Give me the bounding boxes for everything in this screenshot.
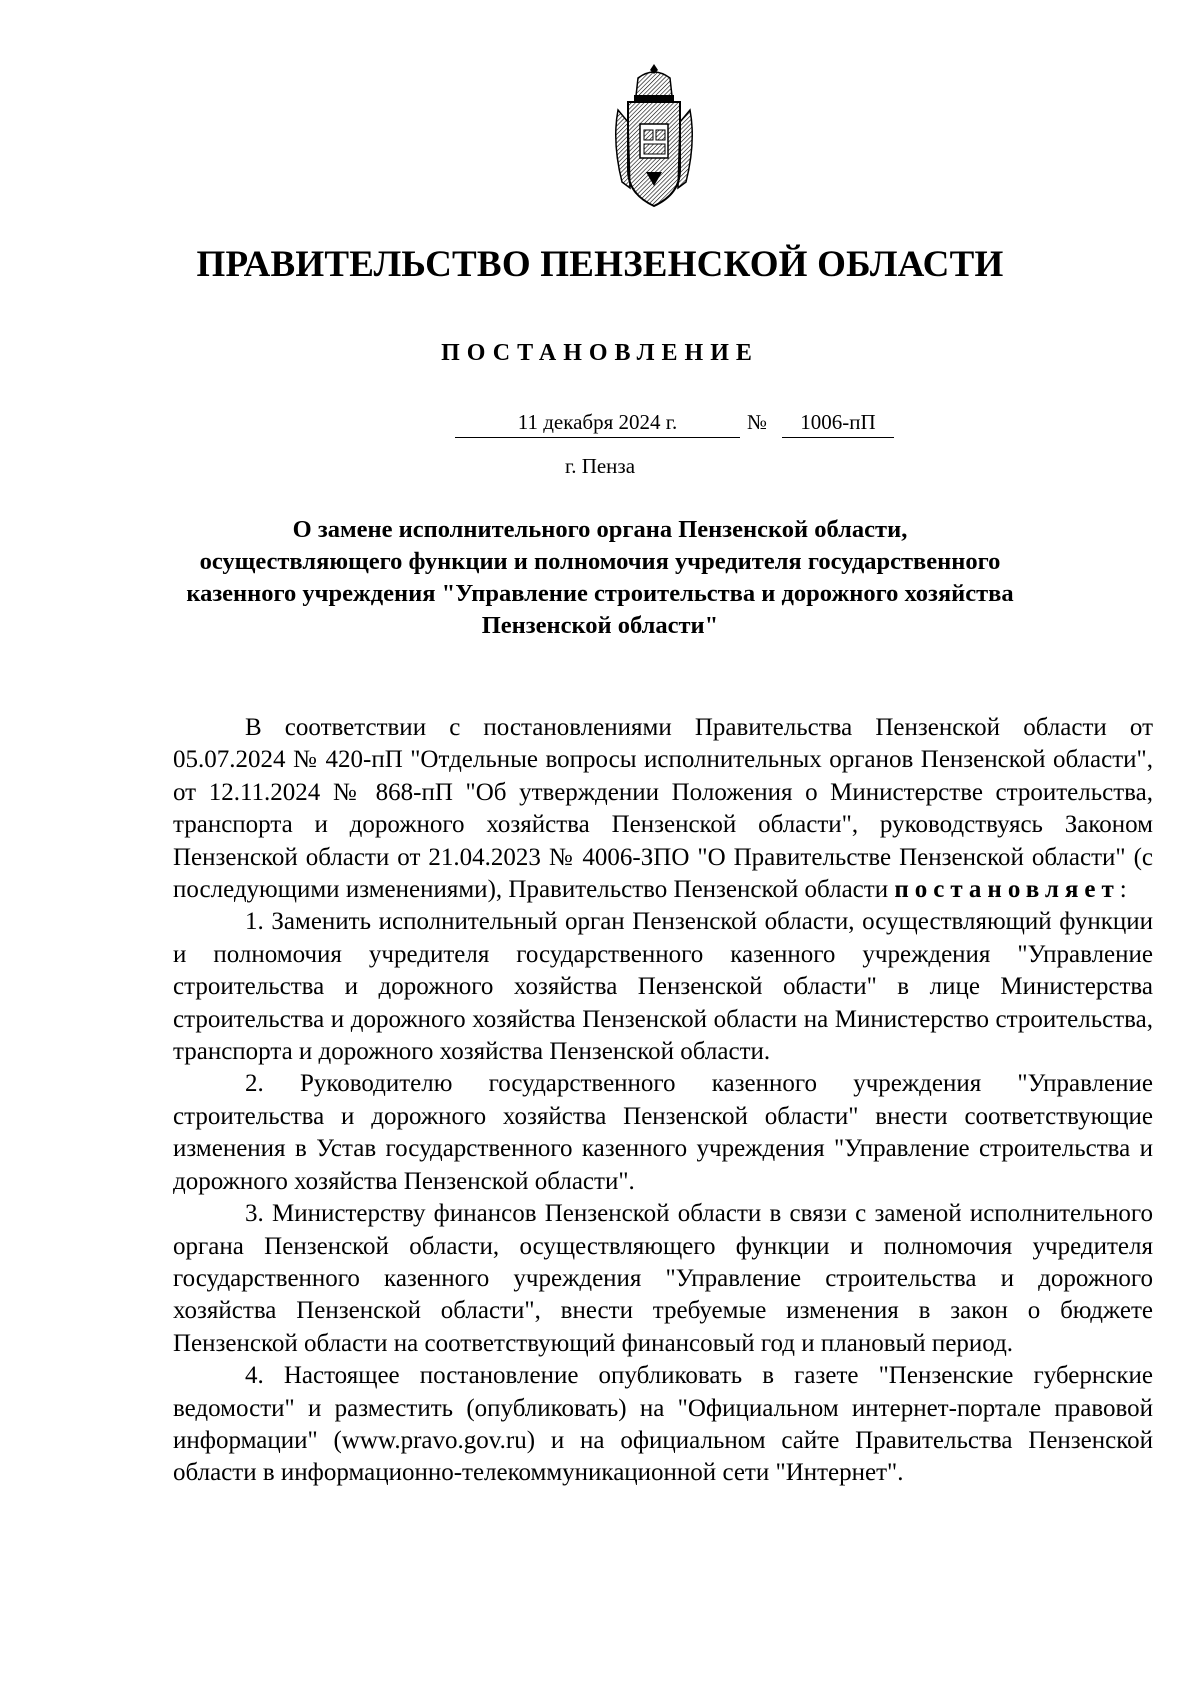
list-item: 3. Министерству финансов Пензенской области в связи с заменой исполнительного органа Пензенской области, осуществляющего функции и полномочия учредителя государственного казенного учреждения "Управление строительства и дорожного хозяйства Пензенской области", внести требуемые изменения в закон о бюджете Пензенской области на соответствующий финансовый год и плановый период.: [173, 1200, 1153, 1357]
coat-of-arms-icon: [608, 62, 700, 212]
city: г. Пенза: [564, 454, 636, 478]
decree-verb: постановляет: [894, 876, 1120, 904]
list-item: 2. Руководителю государственного казенного учреждения "Управление строительства и дорожного хозяйства Пензенской области" внести соответствующие изменения в Устав государственного казенного учреждения "Управление строительства и дорожного хозяйства Пензенской области".: [173, 1070, 1153, 1195]
government-title: ПРАВИТЕЛЬСТВО ПЕНЗЕНСКОЙ ОБЛАСТИ: [196, 244, 1004, 285]
title-line: казенного учреждения "Управление строительства и дорожного хозяйства: [186, 580, 1014, 607]
title-line: О замене исполнительного органа Пензенской области,: [292, 516, 908, 543]
preamble-colon: :: [1119, 876, 1127, 904]
date-number-line: [0, 410, 1200, 444]
title-line: Пензенской области": [481, 612, 719, 639]
number-sign: №: [747, 410, 768, 434]
title-line: осуществляющего функции и полномочия учредителя государственного: [199, 548, 1001, 575]
decree-number: 1006-пП: [782, 410, 894, 438]
list-item: 1. Заменить исполнительный орган Пензенской области, осуществляющий функции и полномочия учредителя государственного казенного учреждения "Управление строительства и дорожного хозяйства Пензенской области" в лице Министерства строительства и дорожного хозяйства Пензенской области на Министерство строительства, транспорта и дорожного хозяйства Пензенской области.: [173, 908, 1153, 1066]
list-item: 4. Настоящее постановление опубликовать в газете "Пензенские губернские ведомости" и разместить (опубликовать) на "Официальном интернет-портале правовой информации" (www.pravo.gov.ru) и на официальном сайте Правительства Пензенской области в информационно-телекоммуникационной сети "Интернет".: [173, 1362, 1153, 1487]
document-body: [173, 712, 1153, 1490]
decree-date: 11 декабря 2024 г.: [455, 410, 740, 438]
decree-heading: ПОСТАНОВЛЕНИЕ: [441, 340, 759, 366]
preamble-text: В соответствии с постановлениями Правительства Пензенской области от 05.07.2024 № 420-пП "Отдельные вопросы исполнительных органов Пензенской области", от 12.11.2024 № 868-пП "Об утверждении Положения о Министерстве строительства, транспорта и дорожного хозяйства Пензенской области", руководствуясь Законом Пензенской области от 21.04.2023 № 4006-ЗПО "О Правительстве Пензенской области" (с последующими изменениями), Правительство Пензенской области: [173, 714, 1153, 904]
preamble-paragraph: [173, 712, 1153, 906]
document-title: [150, 514, 1050, 642]
